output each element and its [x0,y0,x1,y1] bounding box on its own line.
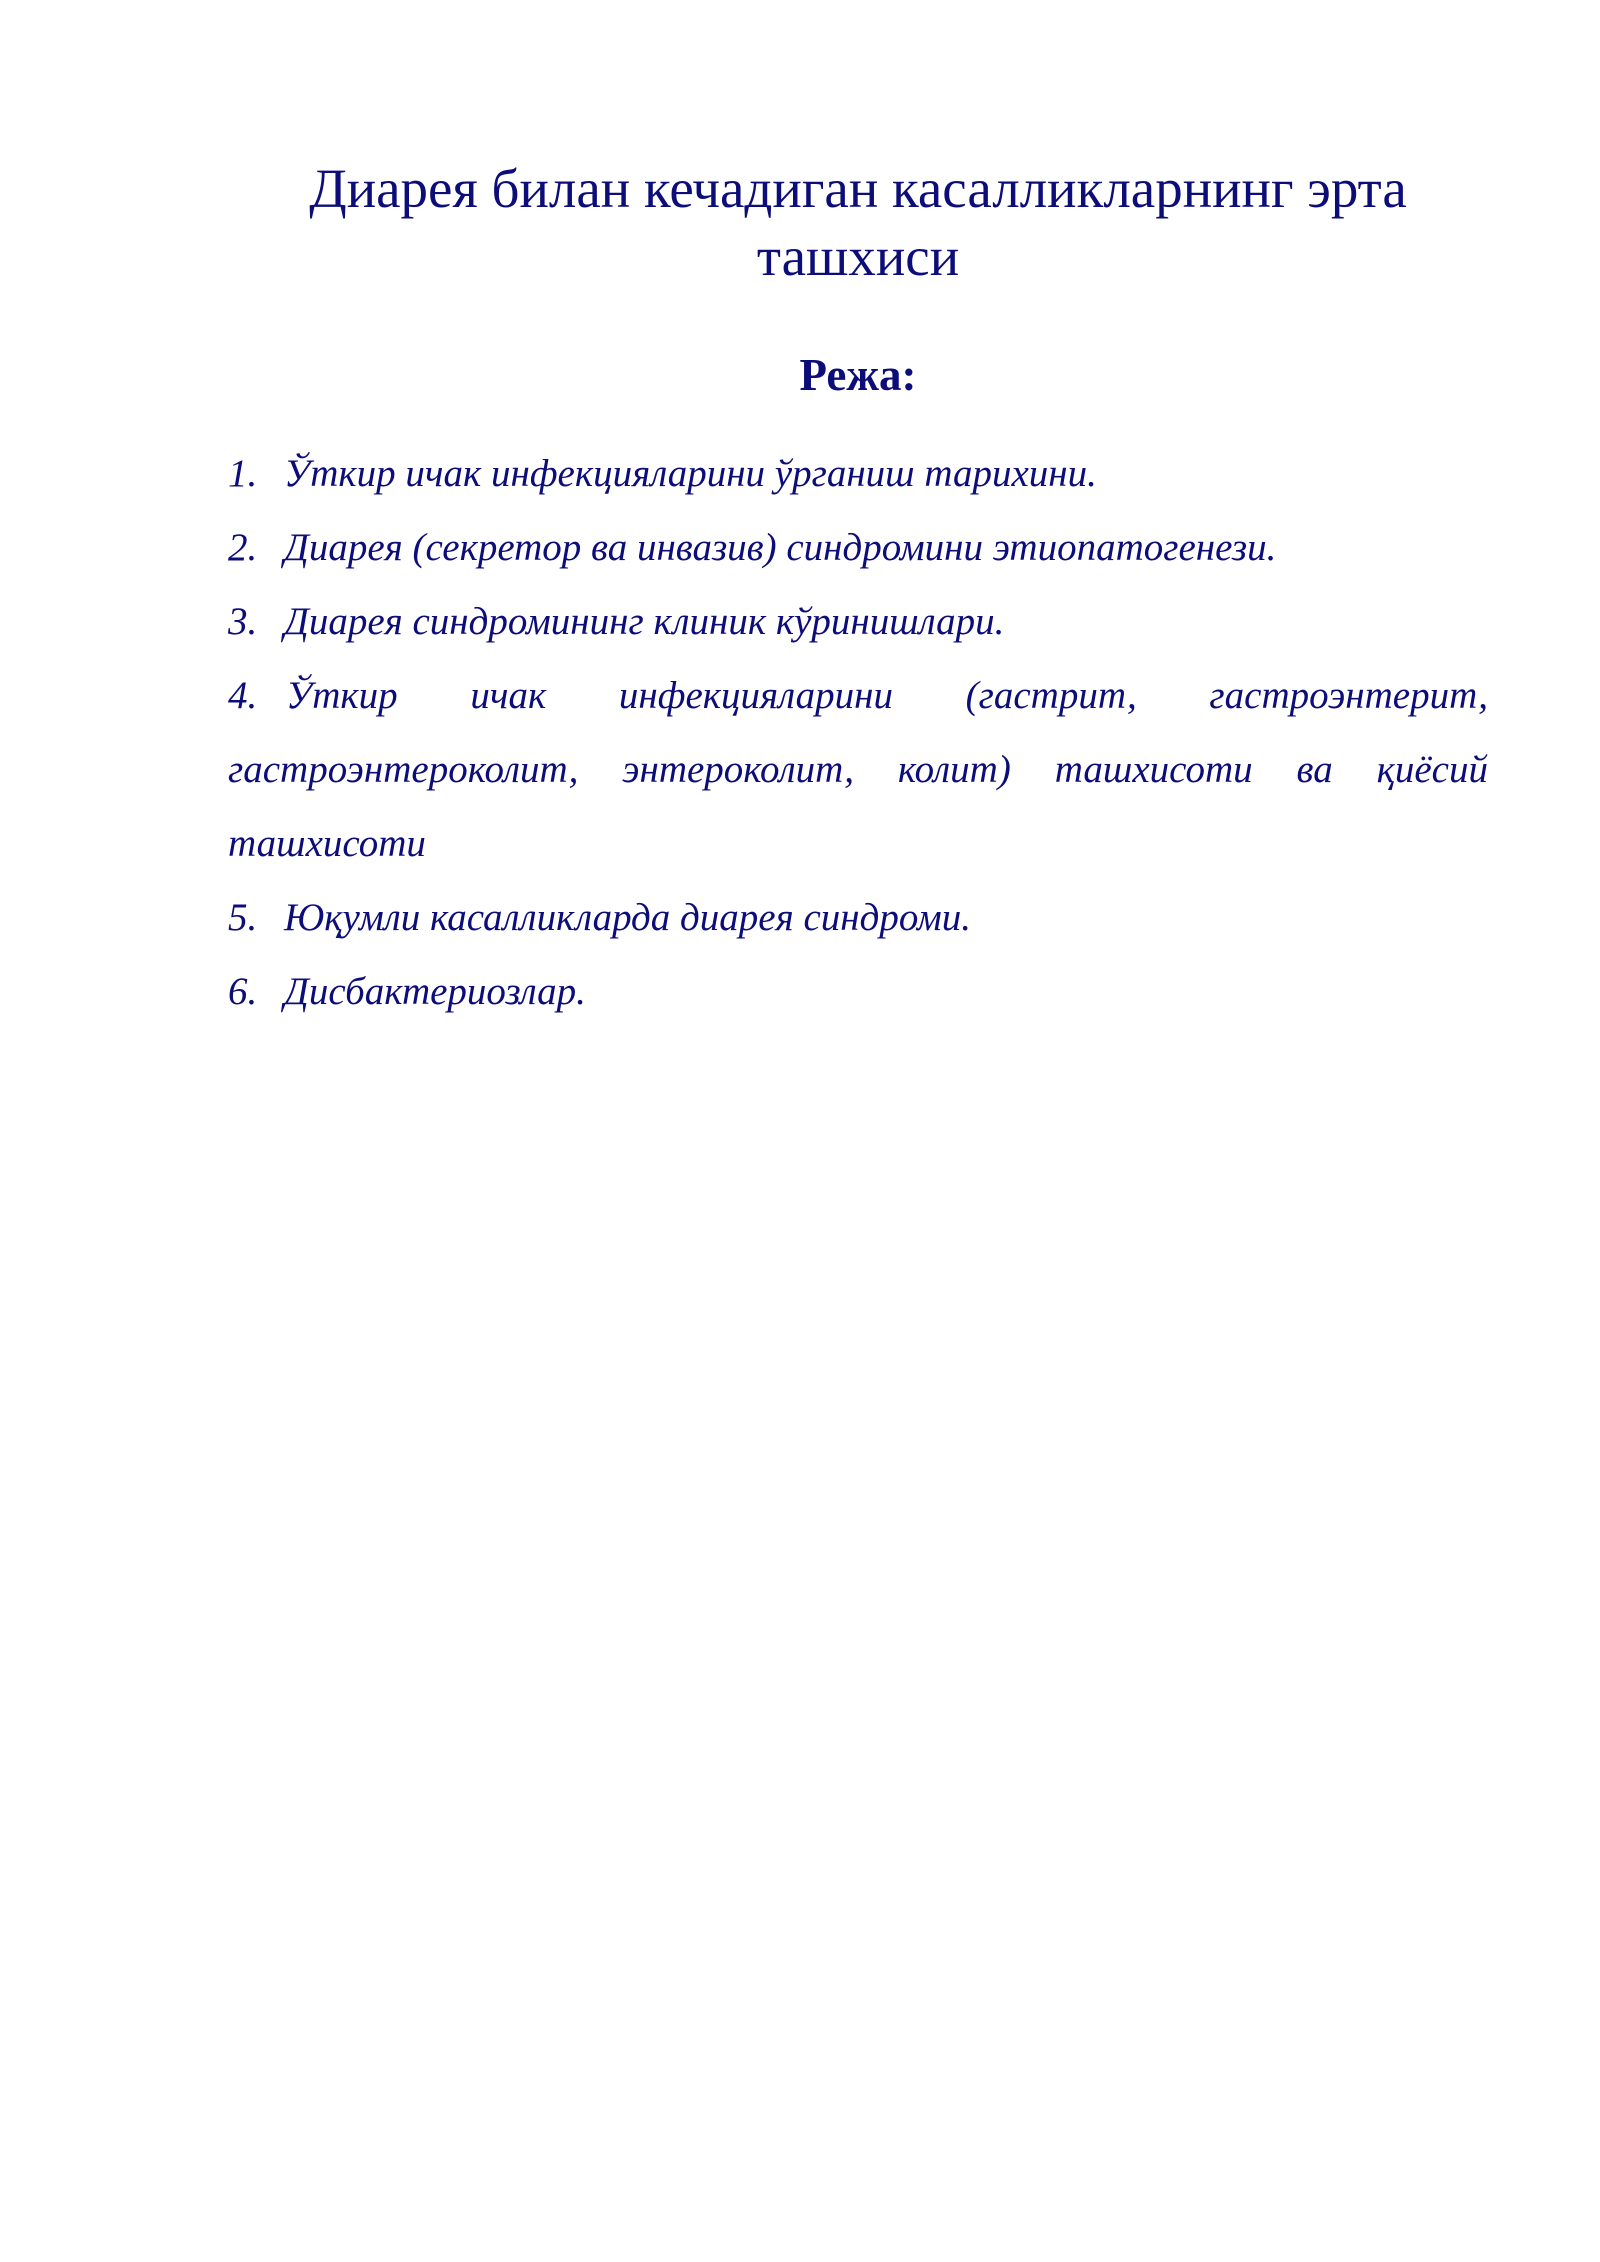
plan-item-6 [228,955,1488,1029]
plan-item-2 [228,511,1488,585]
plan-item-text: Юқумли касалликларда диарея синдроми. [284,896,971,939]
plan-item-number: 4. [228,674,258,717]
plan-item-4 [228,659,1488,881]
plan-item-number: 6. [228,970,258,1013]
plan-item-text: Ўткир ичак инфекцияларини (гастрит, гастроэнтерит, гастроэнтероколит, энтероколит, колит) ташхисоти ва қиёсий ташхисоти [228,674,1488,865]
document-title: Диарея билан кечадиган касалликларнинг эрта ташхиси [309,158,1407,287]
plan-item-1 [228,437,1488,511]
plan-item-number: 1. [228,452,258,495]
plan-item-text: Диарея (секретор ва инвазив) синдромини этиопатогенези. [284,526,1277,569]
plan-item-number: 5. [228,896,258,939]
plan-item-text: Ўткир ичак инфекцияларини ўрганиш тарихини. [284,452,1097,495]
plan-item-number: 2. [228,526,258,569]
plan-list [228,437,1488,1029]
plan-item-number: 3. [228,600,258,643]
plan-item-5 [228,881,1488,955]
plan-item-text: Дисбактериозлар. [284,970,586,1013]
plan-item-3 [228,585,1488,659]
plan-item-text: Диарея синдромининг клиник кўринишлари. [284,600,1005,643]
plan-heading: Режа: [799,350,917,400]
